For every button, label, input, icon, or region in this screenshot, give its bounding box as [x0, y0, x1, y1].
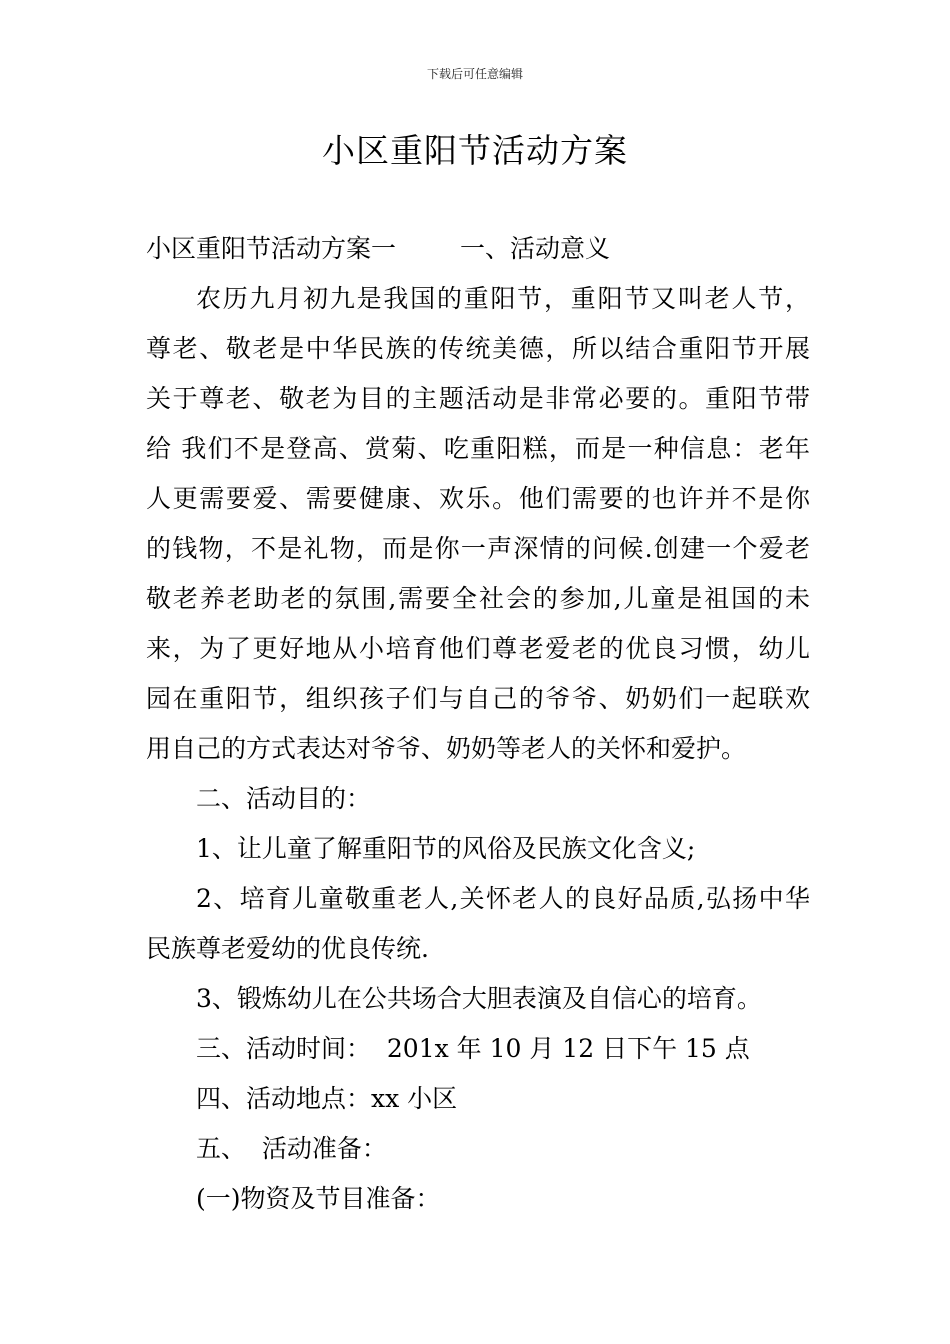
paragraph-line: 关于尊老、敬老为目的主题活动是非常必要的。重阳节带 [146, 384, 810, 413]
section-5-preparation: 五、 活动准备： [196, 1134, 387, 1163]
subsection-materials: (一)物资及节目准备： [196, 1184, 441, 1213]
goal-item-3: 3、锻炼幼儿在公共场合大胆表演及自信心的培育。 [196, 984, 762, 1013]
section-1-heading: 一、活动意义 [460, 234, 611, 263]
section-2-heading: 二、活动目的： [196, 784, 372, 813]
paragraph-significance [146, 274, 810, 774]
section-3-time: 三、活动时间： 201x 年 10 月 12 日下午 15 点 [196, 1034, 750, 1063]
paragraph-line: 敬老养老助老的氛围,需要全社会的参加,儿童是祖国的未 [146, 584, 810, 613]
goal-item-1: 1、让儿童了解重阳节的风俗及民族文化含义; [196, 834, 696, 863]
paragraph-line: 民族尊老爱幼的优良传统. [146, 934, 429, 963]
intro-plan-label: 小区重阳节活动方案一 [146, 234, 397, 263]
paragraph-line: 人更需要爱、需要健康、欢乐。他们需要的也许并不是你 [146, 484, 810, 513]
paragraph-line: 尊老、敬老是中华民族的传统美德，所以结合重阳节开展 [146, 334, 810, 363]
header-note: 下载后可任意编辑 [426, 67, 523, 81]
section-4-location: 四、活动地点：xx 小区 [196, 1084, 458, 1113]
paragraph-line: 的钱物，不是礼物，而是你一声深情的问候.创建一个爱老 [146, 534, 810, 563]
paragraph-line: 用自己的方式表达对爷爷、奶奶等老人的关怀和爱护。 [146, 734, 747, 763]
goal-item-2 [146, 874, 810, 974]
paragraph-line: 来，为了更好地从小培育他们尊老爱老的优良习惯，幼儿 [146, 634, 810, 663]
paragraph-line: 给 我们不是登高、赏菊、吃重阳糕，而是一种信息：老年 [146, 434, 810, 463]
page-title: 小区重阳节活动方案 [322, 131, 628, 170]
paragraph-line: 农历九月初九是我国的重阳节，重阳节又叫老人节， [196, 284, 810, 313]
document-body [146, 224, 810, 1224]
paragraph-line: 2、培育儿童敬重老人,关怀老人的良好品质,弘扬中华 [196, 884, 810, 913]
paragraph-line: 园在重阳节，组织孩子们与自己的爷爷、奶奶们一起联欢 [146, 684, 810, 713]
intro-line [146, 224, 810, 274]
